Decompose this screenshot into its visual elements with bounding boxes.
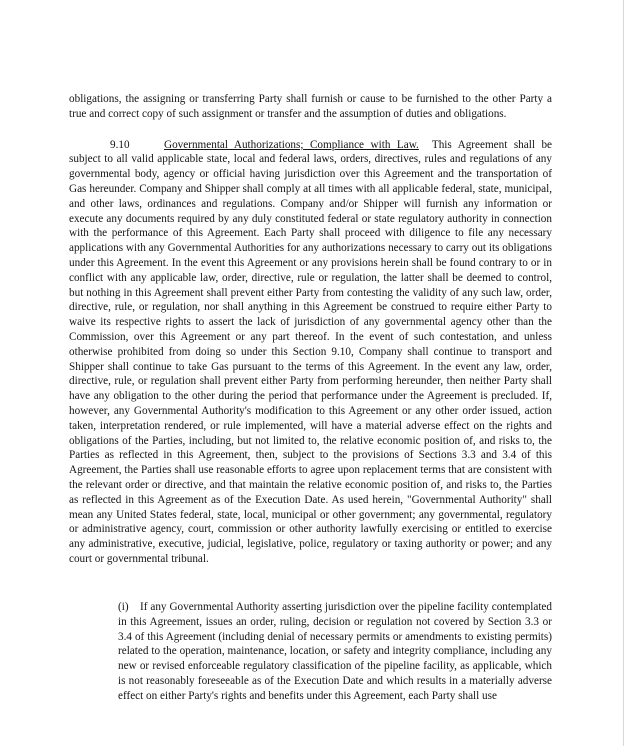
subsection-marker: (i) <box>118 601 129 613</box>
document-text <box>69 92 552 585</box>
subsection-i <box>118 600 552 704</box>
section-number: 9.10 <box>110 138 130 151</box>
section-heading: Governmental Authorizations; Compliance with Law. <box>164 138 419 151</box>
paragraph-continuation: obligations, the assigning or transferring Party shall furnish or cause to be furnished to the other Party a true and correct copy of such assignment or transfer and the assumption of duties and obligations. <box>69 93 552 120</box>
section-body: This Agreement shall be subject to all valid applicable state, local and federal laws, orders, directives, rules and regulations of any governmental body, agency or official having jurisdiction over this Agreement and the transportation of Gas hereunder. Company and Shipper shall comply at all times with all applicable federal, state, municipal, and other laws, ordinances and regulations. Company and/or Shipper will furnish any information or execute any documents required by any duly constituted federal or state regulatory authority in connection with the performance of this Agreement. Each Party shall proceed with diligence to file any necessary applications with any Governmental Authorities for any authorizations necessary to carry out its obligations under this Agreement. In the event this Agreement or any provisions herein shall be found contrary to or in conflict with any applicable law, order, directive, rule or regulation, the latter shall be deemed to control, but nothing in this Agreement shall prevent either Party from contesting the validity of any such law, order, directive, rule, or regulation, nor shall anything in this Agreement be construed to require either Party to waive its respective rights to assert the lack of jurisdiction of any governmental agency other than the Commission, over this Agreement or any part thereof. In the event of such contestation, and unless otherwise prohibited from doing so under this Section 9.10, Company shall continue to transport and Shipper shall continue to take Gas pursuant to the terms of this Agreement. In the event any law, order, directive, rule, or regulation shall prevent either Party from performing hereunder, then neither Party shall have any obligation to the other during the period that performance under the Agreement is precluded. If, however, any Governmental Authority's modification to this Agreement or any other order issued, action taken, interpretation rendered, or rule implemented, will have a material adverse effect on the rights and obligations of the Parties, including, but not limited to, the relative economic position of, and risks to, the Parties as reflected in this Agreement, then, subject to the provisions of Sections 3.3 and 3.4 of this Agreement, the Parties shall use reasonable efforts to agree upon replacement terms that are consistent with the relevant order or directive, and that maintain the relative economic position of, and risks to, the Parties as reflected in this Agreement as of the Execution Date. As used herein, "Governmental Authority" shall mean any United States federal, state, local, municipal or other government; any governmental, regulatory or administrative agency, court, commission or other authority lawfully exercising or entitled to exercise any administrative, executive, judicial, legislative, police, regulatory or taxing authority or power; and any court or governmental tribunal. <box>69 138 553 565</box>
section-9-10-paragraph <box>69 138 552 567</box>
subsection-body: If any Governmental Authority asserting jurisdiction over the pipeline facility contemplated in this Agreement, issues an order, ruling, decision or regulation not covered by Section 3.3 or 3.4 of this Agreement (including denial of necessary permits or amendments to existing permits) related to the operation, maintenance, location, or safety and integrity compliance, including any new or revised enforceable regulatory classification of the pipeline facility, as applicable, which is not reasonably foreseeable as of the Execution Date and which results in a materially adverse effect on either Party's rights and benefits under this Agreement, each Party shall use <box>118 601 552 702</box>
